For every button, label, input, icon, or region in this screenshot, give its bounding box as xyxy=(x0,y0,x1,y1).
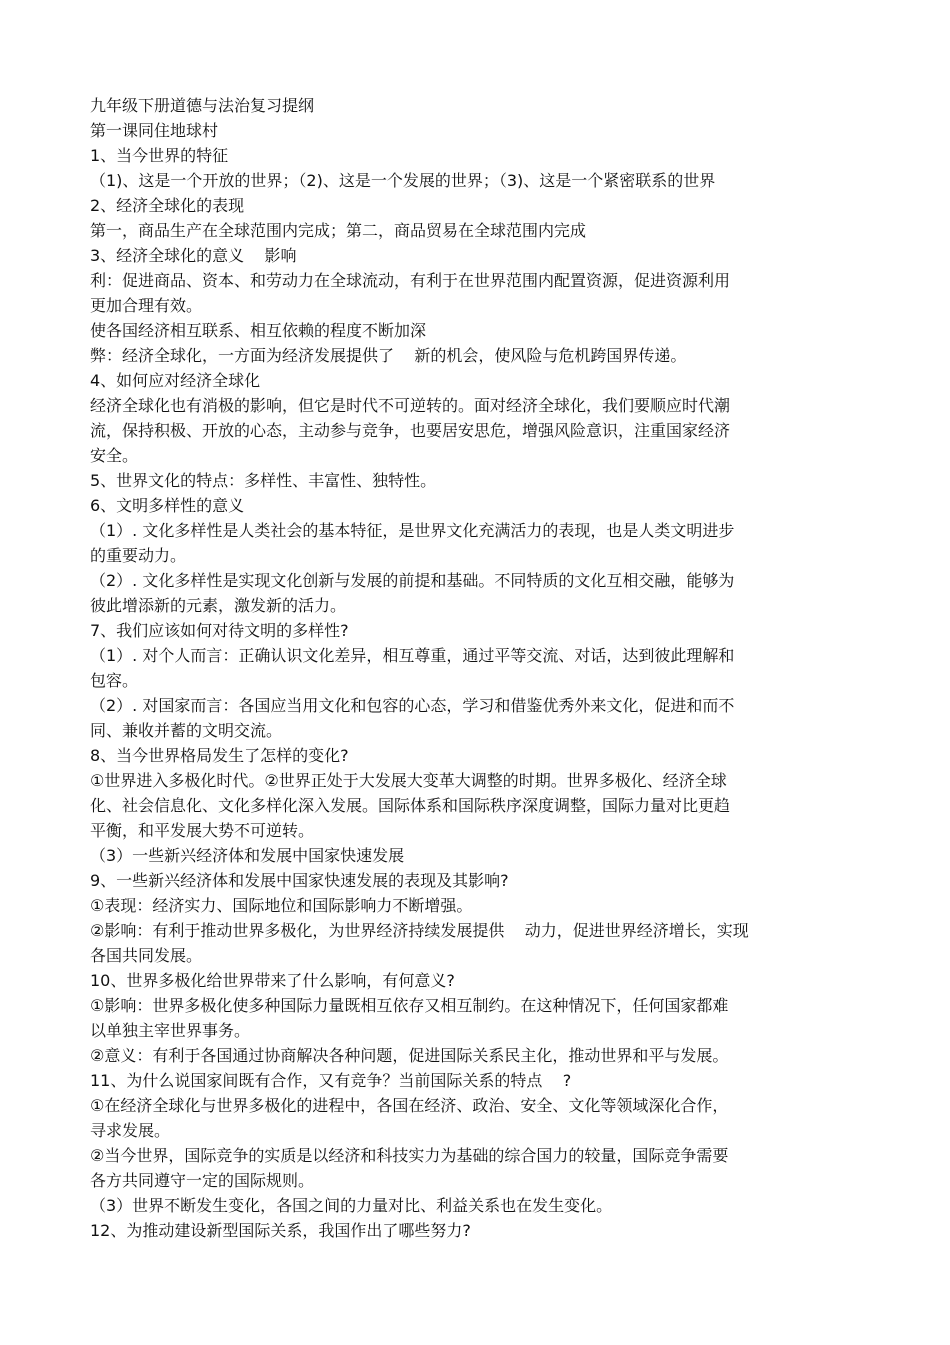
text-line: 7、我们应该如何对待文明的多样性? xyxy=(90,621,349,640)
text-line: 第一课同住地球村 xyxy=(90,121,219,140)
text-line: 5、世界文化的特点：多样性、丰富性、独特性。 xyxy=(90,471,437,490)
text-line: （2）. 文化多样性是实现文化创新与发展的前提和基础。不同特质的文化互相交融，能够为 xyxy=(90,571,735,590)
text-line: 8、当今世界格局发生了怎样的变化? xyxy=(90,746,349,765)
text-line: 的重要动力。 xyxy=(90,546,187,565)
text-line: 2、经济全球化的表现 xyxy=(90,196,245,215)
text-line: 流，保持积极、开放的心态，主动参与竞争，也要居安思危，增强风险意识，注重国家经济 xyxy=(90,421,731,440)
text-line: 使各国经济相互联系、相互依赖的程度不断加深 xyxy=(90,321,427,340)
text-line: 1、当今世界的特征 xyxy=(90,146,229,165)
text-line: （3）世界不断发生变化，各国之间的力量对比、利益关系也在发生变化。 xyxy=(90,1196,613,1215)
text-line: 各方共同遵守一定的国际规则。 xyxy=(90,1171,315,1190)
text-line: 九年级下册道德与法治复习提纲 xyxy=(90,96,315,115)
text-line: 包容。 xyxy=(90,671,139,690)
text-line: 安全。 xyxy=(90,446,139,465)
text-line: 3、经济全球化的意义 影响 xyxy=(90,246,297,265)
text-line: ②当今世界，国际竞争的实质是以经济和科技实力为基础的综合国力的较量，国际竞争需要 xyxy=(90,1146,729,1165)
text-line: （3）一些新兴经济体和发展中国家快速发展 xyxy=(90,846,405,865)
text-line: 11、为什么说国家间既有合作，又有竞争？当前国际关系的特点 ? xyxy=(90,1071,572,1090)
text-line: 经济全球化也有消极的影响，但它是时代不可逆转的。面对经济全球化，我们要顺应时代潮 xyxy=(90,396,731,415)
text-line: 平衡，和平发展大势不可逆转。 xyxy=(90,821,315,840)
text-line: ②影响：有利于推动世界多极化，为世界经济持续发展提供 动力，促进世界经济增长，实现 xyxy=(90,921,749,940)
text-line: （1)、这是一个开放的世界；（2)、这是一个发展的世界；（3)、这是一个紧密联系的世界 xyxy=(90,171,716,190)
text-line: （1）. 对个人而言：正确认识文化差异，相互尊重，通过平等交流、对话，达到彼此理解和 xyxy=(90,646,735,665)
text-line: 12、为推动建设新型国际关系，我国作出了哪些努力? xyxy=(90,1221,471,1240)
text-line: 寻求发展。 xyxy=(90,1121,171,1140)
text-line: 以单独主宰世界事务。 xyxy=(90,1021,251,1040)
text-line: ②意义：有利于各国通过协商解决各种问题，促进国际关系民主化，推动世界和平与发展。 xyxy=(90,1046,729,1065)
text-line: 各国共同发展。 xyxy=(90,946,203,965)
text-line: （2）. 对国家而言：各国应当用文化和包容的心态，学习和借鉴优秀外来文化，促进和而不 xyxy=(90,696,735,715)
text-line: ①世界进入多极化时代。②世界正处于大发展大变革大调整的时期。世界多极化、经济全球 xyxy=(90,771,727,790)
text-line: 弊：经济全球化，一方面为经济发展提供了 新的机会，使风险与危机跨国界传递。 xyxy=(90,346,687,365)
text-line: 彼此增添新的元素，激发新的活力。 xyxy=(90,596,347,615)
text-line: ①在经济全球化与世界多极化的进程中，各国在经济、政治、安全、文化等领域深化合作， xyxy=(90,1096,729,1115)
text-line: 9、一些新兴经济体和发展中国家快速发展的表现及其影响? xyxy=(90,871,509,890)
text-line: 6、文明多样性的意义 xyxy=(90,496,245,515)
text-line: 第一，商品生产在全球范围内完成；第二，商品贸易在全球范围内完成 xyxy=(90,221,587,240)
text-line: 4、如何应对经济全球化 xyxy=(90,371,261,390)
text-line: 10、世界多极化给世界带来了什么影响，有何意义? xyxy=(90,971,455,990)
text-line: ①影响：世界多极化使多种国际力量既相互依存又相互制约。在这种情况下，任何国家都难 xyxy=(90,996,729,1015)
text-line: （1）. 文化多样性是人类社会的基本特征，是世界文化充满活力的表现，也是人类文明进步 xyxy=(90,521,735,540)
document-page xyxy=(90,93,880,1243)
text-line: 化、社会信息化、文化多样化深入发展。国际体系和国际秩序深度调整，国际力量对比更趋 xyxy=(90,796,731,815)
text-line: 更加合理有效。 xyxy=(90,296,203,315)
text-line: 同、兼收并蓄的文明交流。 xyxy=(90,721,283,740)
text-line: ①表现：经济实力、国际地位和国际影响力不断增强。 xyxy=(90,896,473,915)
text-line: 利：促进商品、资本、和劳动力在全球流动，有利于在世界范围内配置资源，促进资源利用 xyxy=(90,271,731,290)
